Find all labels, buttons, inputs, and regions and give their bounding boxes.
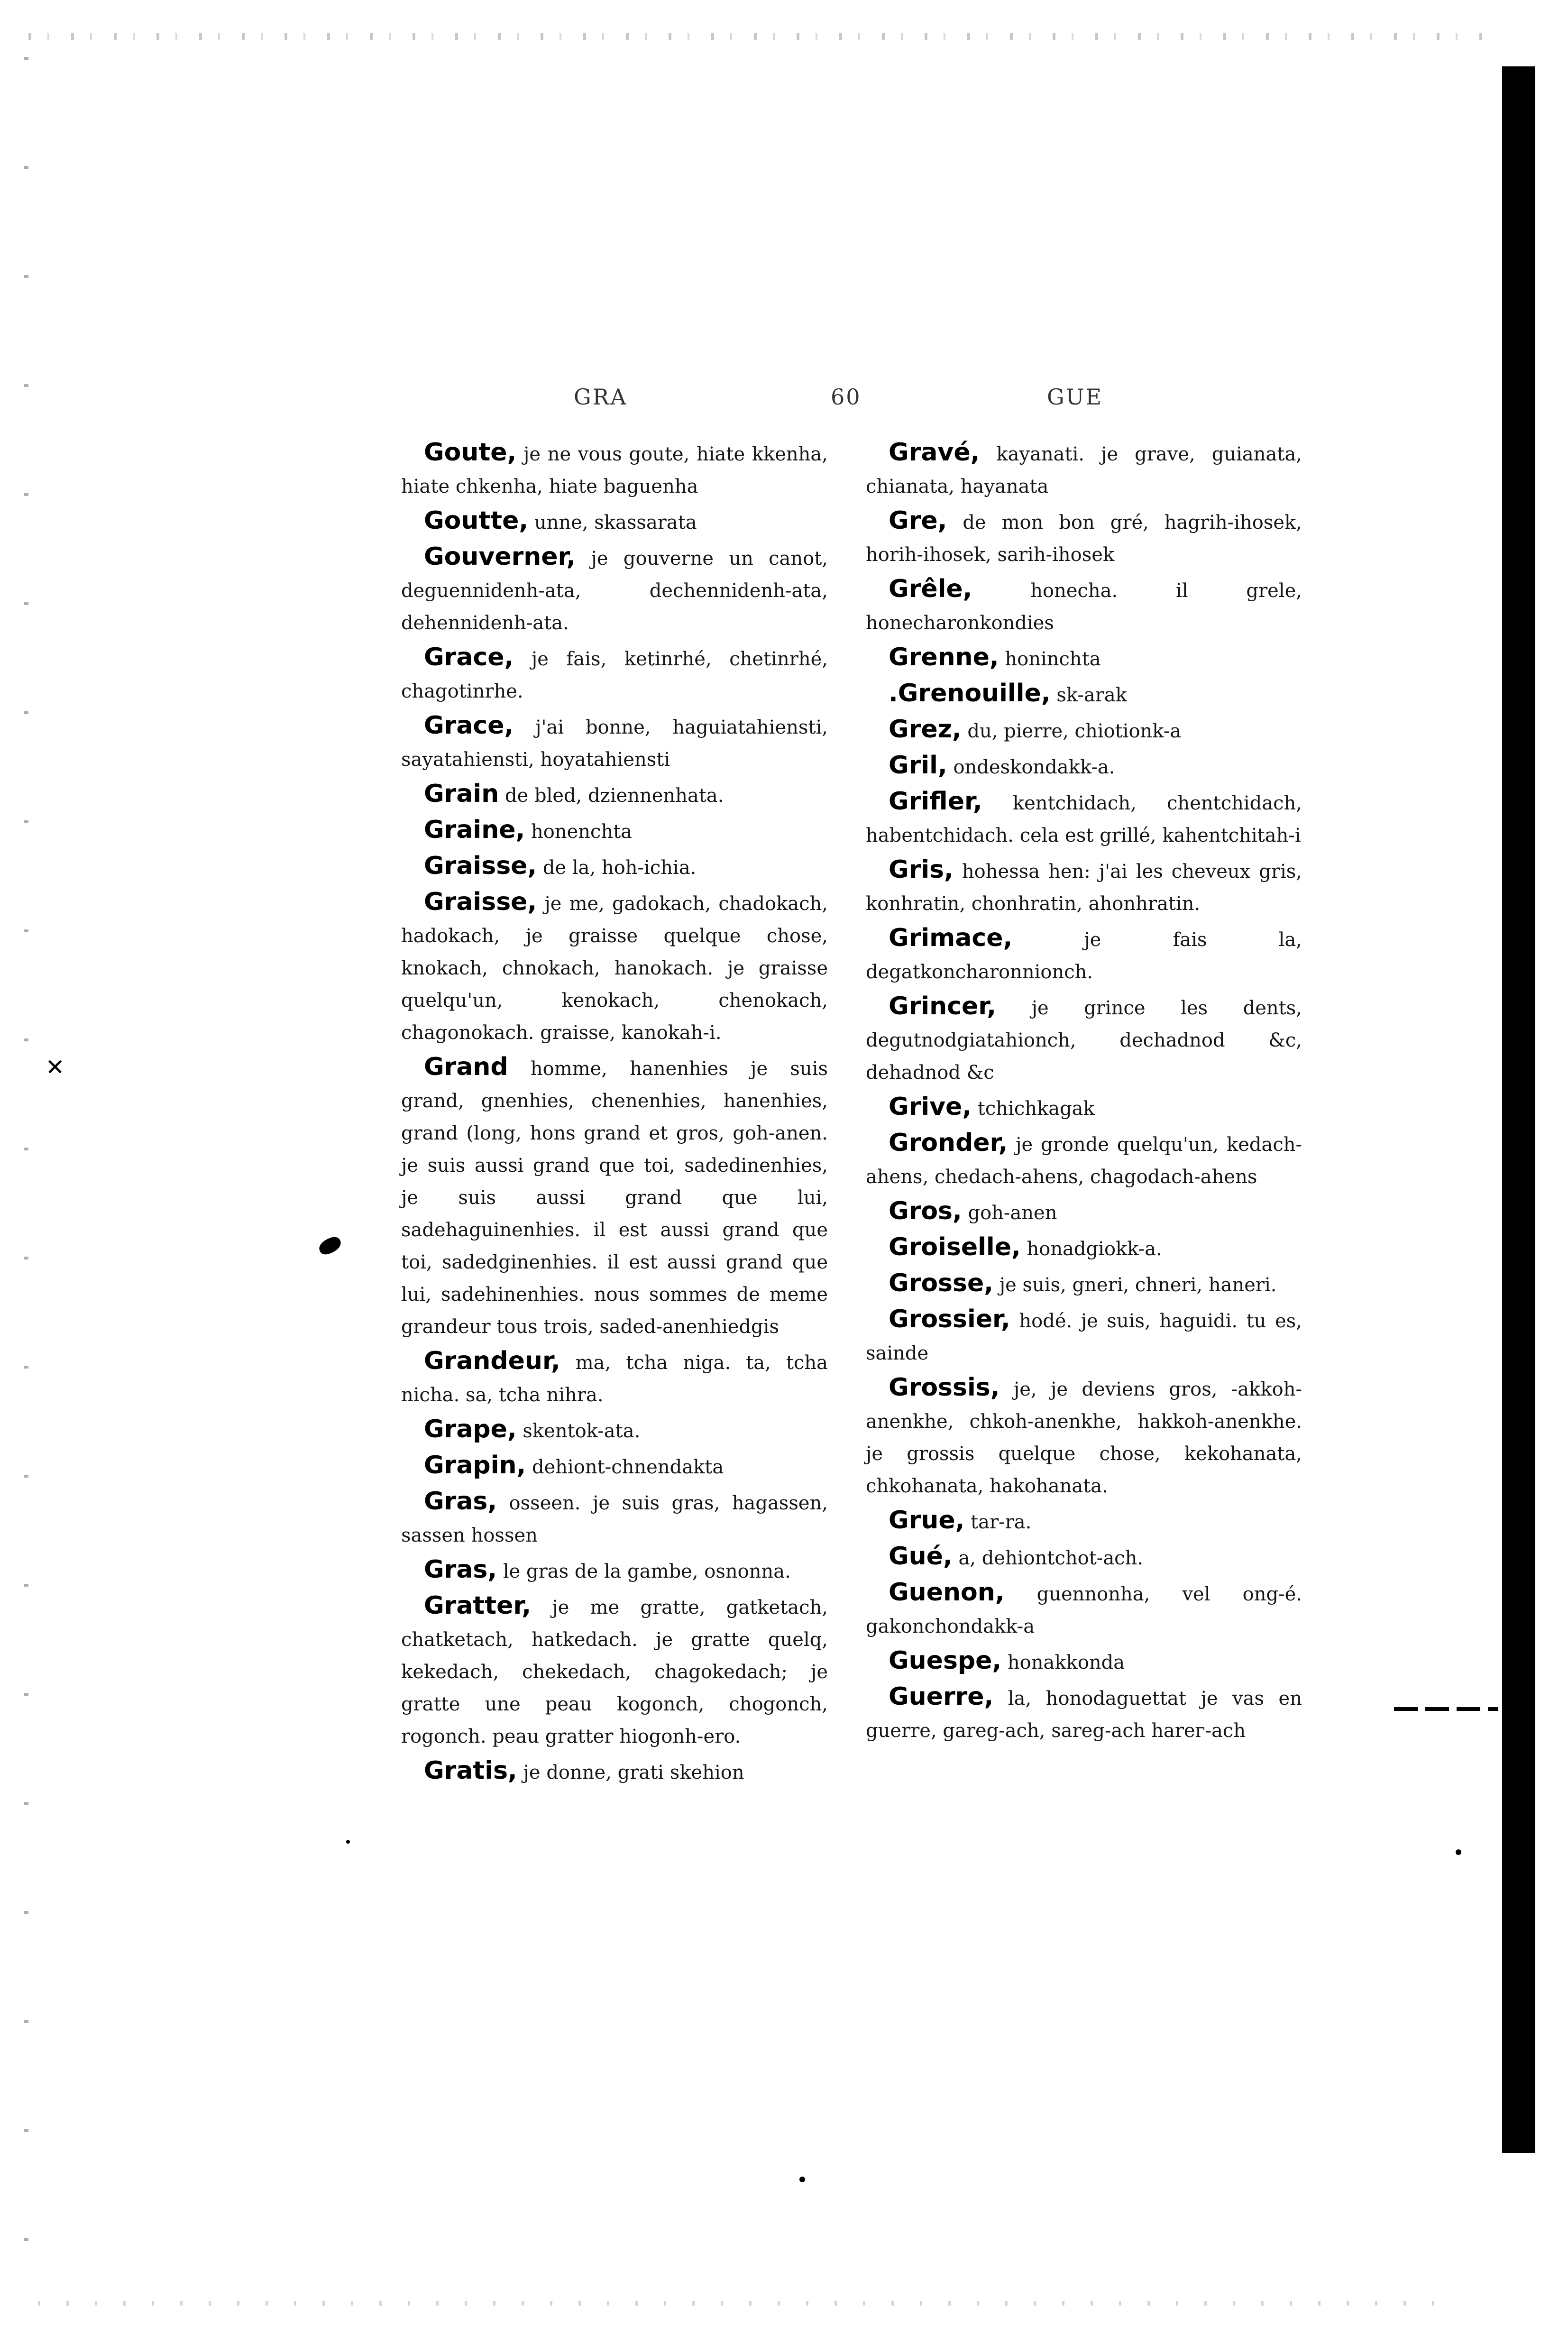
entry-definition: de mon bon gré, hagrih-ihosek, horih-ihosek, sarih-ihosek <box>866 512 1302 566</box>
entry-definition: a, dehiontchot-ach. <box>952 1547 1144 1569</box>
entry-definition: je donne, grati skehion <box>517 1762 744 1783</box>
entry-headword: Guenon, <box>889 1578 1005 1607</box>
entry-headword: Grossis, <box>889 1373 1000 1402</box>
entry-definition: je gronde quelqu'un, kedach-ahens, chedach-ahens, chagodach-ahens <box>866 1134 1302 1188</box>
entry-definition: je gouverne un canot, deguennidenh-ata, dechennidenh-ata, dehennidenh-ata. <box>401 548 828 634</box>
page-edge-shadow <box>1502 66 1535 2153</box>
entry-headword: Grosse, <box>889 1269 993 1297</box>
dictionary-entry <box>401 1449 828 1483</box>
dictionary-entry <box>866 785 1302 852</box>
entry-definition: osseen. je suis gras, hagassen, sassen hossen <box>401 1492 828 1546</box>
entry-definition: je me, gadokach, chadokach, hadokach, je graisse quelque chose, knokach, chnokach, hanokach. je graisse quelqu'un, kenokach, chenokach, chagonokach. graisse, kanokah-i. <box>401 893 828 1044</box>
entry-headword: Grive, <box>889 1093 972 1121</box>
entry-headword: .Grenouille, <box>889 679 1051 708</box>
entry-definition: de bled, dziennenhata. <box>499 785 724 807</box>
entry-definition: je, je deviens gros, -akkoh-anenkhe, chkoh-anenkhe, hakkoh-anenkhe. je grossis quelque chose, kekohanata, chkohanata, hakohanata. <box>866 1378 1302 1497</box>
entry-headword: Goute, <box>424 438 517 467</box>
entry-headword: Gouverner, <box>424 542 576 571</box>
entry-headword: Gué, <box>889 1542 953 1571</box>
dictionary-entry <box>866 749 1302 783</box>
dictionary-entry <box>866 1504 1302 1538</box>
entry-definition: j'ai bonne, haguiatahiensti, sayatahiensti, hoyatahiensti <box>401 717 828 771</box>
dictionary-entry <box>401 1553 828 1588</box>
entry-headword: Grifler, <box>889 787 982 816</box>
ink-dot <box>799 2177 805 2182</box>
entry-definition: unne, skassarata <box>528 512 697 533</box>
dictionary-entry <box>401 1755 828 1789</box>
dictionary-entry <box>401 814 828 848</box>
dictionary-entry <box>866 713 1302 747</box>
scan-noise-bottom <box>38 2301 1460 2306</box>
entry-definition: je fais la, degatkoncharonnionch. <box>866 929 1302 983</box>
dictionary-entry <box>401 886 828 1049</box>
dictionary-entry <box>866 677 1302 711</box>
entry-headword: Graine, <box>424 816 525 844</box>
entry-headword: Grain <box>424 780 499 808</box>
dictionary-entry <box>866 1371 1302 1502</box>
scan-noise-top <box>28 33 1498 40</box>
entry-headword: Gronder, <box>889 1129 1008 1157</box>
dictionary-entry <box>866 1231 1302 1265</box>
entry-headword: Goutte, <box>424 506 529 535</box>
entry-headword: Guespe, <box>889 1646 1002 1675</box>
entry-definition: le gras de la gambe, osnonna. <box>497 1561 791 1582</box>
scan-noise-left <box>24 57 28 2286</box>
entry-definition: la, honodaguettat je vas en guerre, gareg-ach, sareg-ach harег-ach <box>866 1688 1302 1742</box>
entry-headword: Grimace, <box>889 924 1013 952</box>
entry-definition: guennonha, vel ong-é. gakonchondakk-a <box>866 1583 1302 1637</box>
dictionary-entry <box>401 778 828 812</box>
entry-headword: Grace, <box>424 711 514 740</box>
entry-definition: sk-arak <box>1050 684 1127 706</box>
dictionary-entry <box>401 641 828 708</box>
entry-headword: Gros, <box>889 1197 962 1225</box>
entry-definition: goh-anen <box>962 1202 1057 1224</box>
dictionary-column-right <box>866 436 1302 1749</box>
dictionary-entry <box>866 573 1302 639</box>
dictionary-entry <box>866 505 1302 571</box>
entry-headword: Gras, <box>424 1487 497 1516</box>
entry-definition: je suis, gneri, chneri, haneri. <box>993 1274 1277 1296</box>
dictionary-entry <box>866 641 1302 675</box>
entry-definition: honakkonda <box>1001 1652 1125 1673</box>
entry-headword: Grandeur, <box>424 1347 560 1375</box>
dictionary-entry <box>866 1091 1302 1125</box>
entry-headword: Gravé, <box>889 438 980 467</box>
entry-headword: Grincer, <box>889 992 997 1020</box>
dictionary-entry <box>866 1645 1302 1679</box>
entry-headword: Gras, <box>424 1555 497 1584</box>
entry-definition: je fais, ketinrhé, chetinrhé, chagotinrhe. <box>401 648 828 702</box>
entry-definition: de la, hoh-ichia. <box>537 857 697 879</box>
entry-definition: skentok-ata. <box>516 1420 641 1442</box>
ink-blot <box>317 1234 343 1257</box>
entry-definition: honecha. il grele, honecharonkondies <box>866 580 1302 634</box>
entry-headword: Graisse, <box>424 852 537 880</box>
entry-headword: Grue, <box>889 1506 965 1535</box>
dictionary-entry <box>401 541 828 639</box>
entry-headword: Gris, <box>889 855 954 884</box>
entry-definition: je grince les dents, degutnodgiatahionch, dechadnod &c, dehadnod &c <box>866 997 1302 1084</box>
dictionary-entry <box>866 436 1302 503</box>
entry-definition: tar-ra. <box>964 1511 1032 1533</box>
dictionary-entry <box>401 1345 828 1411</box>
dictionary-entry <box>401 1051 828 1343</box>
dictionary-entry <box>401 1590 828 1753</box>
entry-headword: Gratis, <box>424 1756 517 1785</box>
entry-headword: Gre, <box>889 506 947 535</box>
entry-definition: du, pierre, chiotionk-a <box>961 720 1182 742</box>
entry-headword: Grez, <box>889 715 962 744</box>
margin-mark: ✕ <box>46 1054 65 1081</box>
entry-definition: je ne vous goute, hiate kkenha, hiate chkenha, hiate baguenha <box>401 443 828 497</box>
dictionary-entry <box>866 1576 1302 1643</box>
entry-headword: Gril, <box>889 751 947 780</box>
dictionary-entry <box>866 1267 1302 1301</box>
page-number: 60 <box>831 384 862 410</box>
running-head-right: GUE <box>1047 384 1103 410</box>
entry-definition: ondeskondakk-a. <box>947 756 1115 778</box>
dictionary-entry <box>866 1540 1302 1574</box>
entry-definition: honenchta <box>525 821 633 843</box>
entry-definition: homme, hanenhies je suis grand, gnenhies, chenenhies, hanenhies, grand (long, hons grand et gros, goh-anen. je suis aussi grand que toi, sadedinenhies, je suis aussi grand que lui, sadehaguinenhies. il est aussi grand que toi, sadedginenhies. il est aussi grand que lui, sadehinenhies. nous sommes de meme grandeur tous trois, saded-anenhiedgis <box>401 1058 828 1338</box>
entry-headword: Grapin, <box>424 1451 526 1480</box>
dictionary-entry <box>401 1485 828 1552</box>
dictionary-entry <box>866 854 1302 920</box>
running-head-left: GRA <box>574 384 628 410</box>
entry-definition: tchichkagak <box>972 1098 1095 1120</box>
dictionary-entry <box>401 505 828 539</box>
entry-definition: honadgiokk-a. <box>1020 1238 1162 1260</box>
entry-definition: honinchta <box>999 648 1101 670</box>
ink-dot <box>1456 1849 1461 1855</box>
dictionary-entry <box>401 850 828 884</box>
dictionary-entry <box>401 709 828 776</box>
entry-headword: Grêle, <box>889 575 972 603</box>
dictionary-entry <box>401 1413 828 1447</box>
entry-headword: Guerre, <box>889 1682 994 1711</box>
entry-headword: Grace, <box>424 643 514 671</box>
entry-definition: kentchidach, chentchidach, habentchidach. cela est grillé, kahentchitah-i <box>866 792 1302 846</box>
entry-definition: hohessa hen: j'ai les cheveux gris, konhratin, chonhratin, ahonhratin. <box>866 861 1302 915</box>
entry-headword: Grand <box>424 1053 508 1081</box>
dictionary-entry <box>866 1681 1302 1747</box>
entry-definition: ma, tcha niga. ta, tcha nicha. sa, tcha nihra. <box>401 1352 828 1406</box>
entry-headword: Groiselle, <box>889 1233 1021 1261</box>
entry-headword: Grape, <box>424 1415 517 1443</box>
dictionary-entry <box>401 436 828 503</box>
entry-definition: je me gratte, gatketach, chatketach, hatkedach. je gratte quelq, kekedach, chekedach, chagokedach; je gratte une peau kogonch, chogonch, rogonch. peau gratter hiogonh-ero. <box>401 1597 828 1747</box>
entry-headword: Grossier, <box>889 1305 1010 1333</box>
entry-headword: Graisse, <box>424 888 537 916</box>
margin-dash-mark <box>1394 1707 1498 1711</box>
dictionary-entry <box>866 1195 1302 1229</box>
dictionary-entry <box>866 1127 1302 1193</box>
dictionary-entry <box>866 922 1302 988</box>
dictionary-entry <box>866 1303 1302 1369</box>
entry-definition: hodé. je suis, haguidi. tu es, sainde <box>866 1310 1302 1364</box>
entry-definition: dehiont-chnendakta <box>526 1456 724 1478</box>
ink-dot <box>346 1840 350 1844</box>
entry-headword: Grenne, <box>889 643 999 671</box>
entry-definition: kayanati. je grave, guianata, chianata, hayanata <box>866 443 1302 497</box>
entry-headword: Gratter, <box>424 1591 532 1620</box>
dictionary-column-left <box>401 436 828 1791</box>
dictionary-entry <box>866 990 1302 1089</box>
